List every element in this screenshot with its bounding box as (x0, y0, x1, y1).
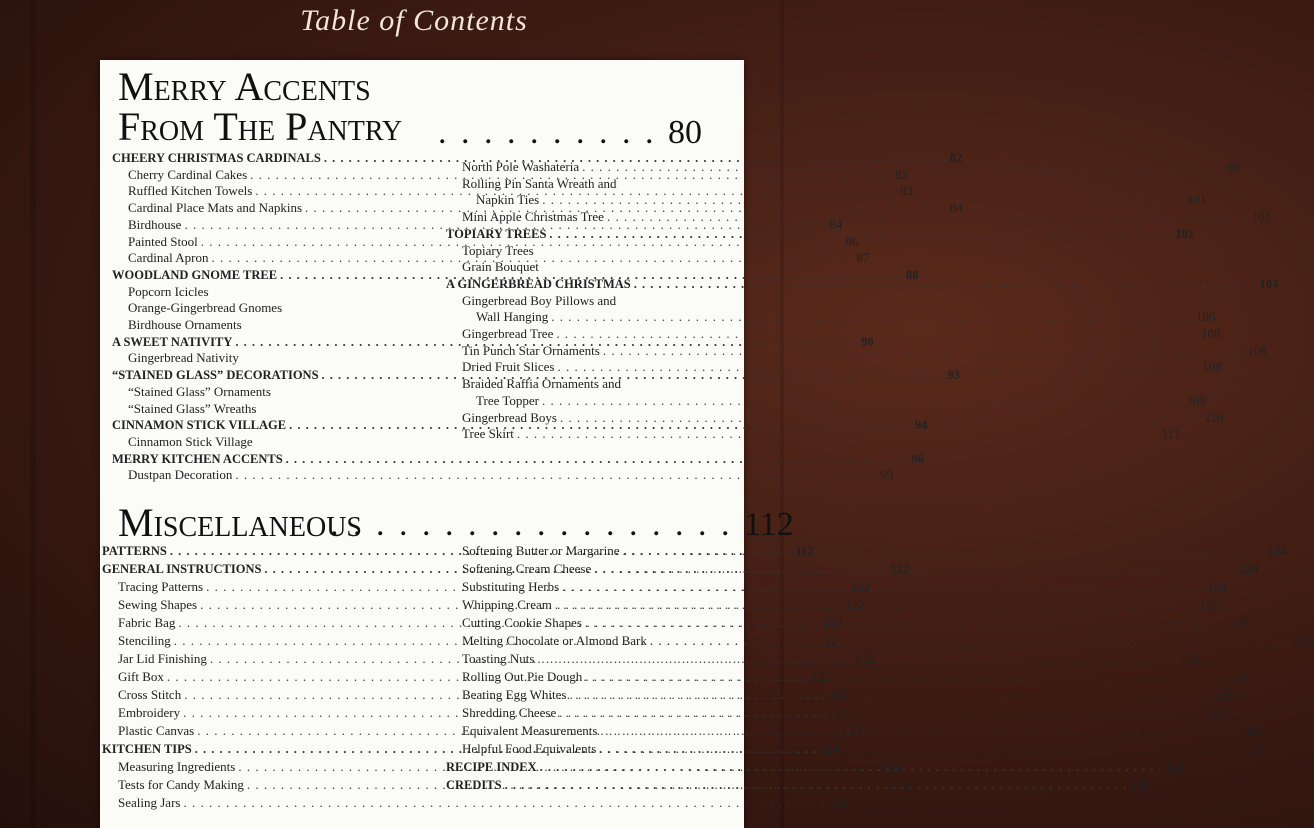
toc-entry-label: Birdhouse Ornaments (128, 317, 242, 333)
toc-entry (112, 467, 894, 484)
toc-entry-page: 106 (1196, 309, 1216, 325)
toc-heading-entry (446, 276, 1279, 293)
toc-entry-page: 108 (1247, 342, 1268, 358)
toc-entry-page: 86 (845, 233, 859, 249)
toc-entry-label: TOPIARY TREES (446, 226, 547, 241)
toc-entry-label: Tracing Patterns (118, 579, 204, 594)
toc-entry-page: 124 (820, 742, 840, 756)
toc-entry-page: 108 (1202, 359, 1222, 375)
toc-entry (112, 300, 386, 317)
toc-entry-page: 101 (1186, 192, 1207, 208)
toc-entry-page: 124 (1239, 561, 1259, 576)
dot-leader (569, 686, 1211, 704)
toc-entry-page: 93 (947, 368, 960, 383)
toc-entry-label: Cardinal Place Mats and Napkins (128, 200, 303, 216)
toc-entry-page: 111 (1161, 426, 1181, 442)
dot-leader (560, 410, 1202, 427)
toc-entry-page: 124 (828, 795, 848, 810)
section2-page: 112 (744, 506, 794, 543)
dot-leader (582, 159, 1224, 176)
dot-leader (599, 740, 1241, 758)
dot-leader (537, 650, 1179, 668)
toc-entry-label: Beating Egg Whites (462, 687, 567, 702)
dot-leader (562, 578, 1204, 596)
toc-entry-page: 122 (890, 562, 910, 576)
toc-entry (112, 317, 386, 334)
toc-entry-label: Softening Butter or Margarine (462, 543, 620, 558)
toc-entry-page: 101 (1251, 209, 1272, 225)
toc-entry-label: KITCHEN TIPS (102, 742, 192, 756)
toc-entry-label: A GINGERBREAD CHRISTMAS (446, 276, 631, 291)
dot-leader (634, 276, 1257, 293)
toc-entry-page: 122 (850, 579, 871, 594)
toc-entry-page: 125 (1294, 633, 1314, 648)
toc-entry-page: 125 (1214, 687, 1234, 702)
toc-entry-page: 96 (911, 451, 925, 466)
toc-entry-label: Gingerbread Nativity (128, 350, 239, 366)
toc-entry-page: 122 (811, 669, 832, 684)
dot-leader (559, 704, 1201, 722)
toc-entry-label: Braided Raffia Ornaments and (462, 376, 621, 392)
toc-entry-page: 87 (856, 250, 870, 266)
toc-entry-page: 83 (900, 183, 914, 199)
toc-entry-label: Sewing Shapes (118, 597, 198, 612)
toc-entry-page: 128 (1130, 778, 1150, 792)
toc-entry-page: 125 (1230, 669, 1250, 684)
toc-entry-label: Stenciling (118, 633, 171, 648)
toc-entry-label: Napkin Ties (476, 192, 540, 208)
wood-grain (30, 0, 36, 828)
toc-entry-page: 88 (905, 267, 919, 282)
toc-entry-label: Measuring Ingredients (118, 759, 236, 774)
toc-entry-page: 124 (891, 777, 912, 792)
section1-page: 80 (668, 114, 702, 151)
toc-entry-label: Mini Apple Christmas Tree (462, 209, 604, 225)
toc-entry-label: Sealing Jars (118, 795, 181, 810)
toc-entry (112, 284, 386, 301)
toc-entry-page: 83 (894, 166, 908, 182)
toc-entry-label: MERRY KITCHEN ACCENTS (112, 451, 283, 466)
toc-entry-page: 108 (1186, 392, 1207, 408)
toc-entry-page: 125 (1199, 597, 1220, 612)
section2-title: Miscellaneous (118, 500, 363, 545)
toc-entry-page: 125 (1203, 705, 1224, 720)
toc-entry-page: 124 (883, 759, 903, 774)
toc-entry-label: Dustpan Decoration (128, 467, 233, 483)
toc-entry-page: 110 (1204, 409, 1224, 425)
toc-entry-page: 122 (854, 651, 875, 666)
toc-entry-label: Substituting Herbs (462, 579, 560, 594)
toc-entry-label: Shredding Cheese (462, 705, 557, 720)
section1-page-line: . . . . . . . . . . 80 (438, 114, 702, 151)
toc-entry (112, 401, 386, 418)
toc-entry-label: Gingerbread Tree (462, 326, 554, 342)
dot-leader (556, 326, 1198, 343)
toc-entry-label: Gingerbread Boys (462, 409, 557, 425)
toc-entry (446, 259, 716, 276)
toc-entry-page: 99 (880, 467, 894, 483)
toc-entry-page: 90 (861, 334, 874, 349)
toc-entry-label: Topiary Trees (462, 242, 534, 258)
toc-entry-label: Birdhouse (128, 216, 182, 232)
section1-title-line1: Merry Accents (118, 64, 371, 109)
toc-entry-page: 126 (1165, 760, 1185, 774)
toc-entry-label: CREDITS (446, 778, 502, 792)
dot-leader (551, 309, 1193, 326)
toc-entry-label: Cinnamon Stick Village (128, 433, 253, 449)
toc-entry-page: 122 (844, 597, 865, 612)
toc-entry-page: 125 (1182, 651, 1202, 666)
toc-entry (446, 309, 1216, 326)
toc-entry-label: Cutting Cookie Shapes (462, 615, 582, 630)
toc-entry-page: 84 (829, 216, 843, 232)
toc-entry-page: 124 (1267, 543, 1287, 558)
toc-entry-label: WOODLAND GNOME TREE (112, 267, 278, 282)
toc-entry-page: 84 (949, 200, 963, 216)
toc-entry-label: Cross Stitch (118, 687, 182, 702)
dot-leader (183, 794, 825, 812)
toc-entry (446, 176, 716, 193)
toc-entry-label: “Stained Glass” Wreaths (128, 400, 257, 416)
toc-entry-label: Gingerbread Boy Pillows and (462, 292, 617, 308)
toc-entry-label: Equivalent Measurements (462, 723, 598, 738)
toc-entry-label: Melting Chocolate or Almond Bark (462, 633, 647, 648)
toc-entry-page: 123 (841, 723, 862, 738)
toc-entry (446, 426, 1181, 443)
toc-entry-label: Gift Box (118, 669, 164, 684)
dot-leader (517, 426, 1159, 443)
toc-entry (112, 384, 386, 401)
toc-entry-label: North Pole Washateria (462, 159, 580, 174)
dot-leader (549, 226, 1172, 243)
toc-entry (446, 376, 716, 393)
toc-entry-page: 99 (1226, 159, 1240, 174)
toc-entry-page: 122 (823, 615, 843, 630)
toc-entry-label: Popcorn Icicles (128, 283, 209, 299)
toc-heading-entry (112, 451, 925, 468)
toc-entry-page: 125 (1245, 723, 1265, 738)
toc-entry-label: Rolling Pin Santa Wreath and (462, 175, 617, 191)
toc-entry-label: Tests for Candy Making (118, 777, 244, 792)
toc-entry-page: 94 (914, 418, 928, 433)
toc-entry-page: 102 (1175, 226, 1195, 241)
toc-entry (446, 392, 1207, 410)
section1-title-line2: From The Pantry (118, 104, 403, 149)
toc-entry (446, 342, 1268, 360)
toc-entry-label: Jar Lid Finishing (118, 651, 207, 666)
toc-entry-label: Rolling Out Pie Dough (462, 669, 583, 684)
toc-entry-label: Tree Topper (476, 392, 540, 408)
toc-entry-label: Toasting Nuts (462, 651, 535, 666)
dot-leader (555, 596, 1197, 614)
dot-leader (557, 359, 1199, 376)
toc-entry-page: 123 (828, 687, 849, 702)
dot-leader (540, 758, 1163, 776)
toc-entry-page: 125 (1229, 615, 1250, 630)
page-header-title: Table of Contents (300, 4, 528, 37)
dot-leader (603, 343, 1245, 360)
toc-entry (112, 350, 386, 367)
dot-leader (286, 451, 909, 468)
toc-entry-label: RECIPE INDEX (446, 760, 537, 774)
contents-page (100, 60, 1314, 828)
section2-page-line: . . . . . . . . . . . . . . . . . . 112 (330, 506, 794, 543)
toc-entry-label: “STAINED GLASS” DECORATIONS (112, 368, 319, 383)
toc-entry-label: Painted Stool (128, 233, 198, 249)
dot-leader (623, 542, 1265, 560)
toc-entry-page: 82 (949, 151, 963, 165)
toc-entry-label: CHEERY CHRISTMAS CARDINALS (112, 151, 321, 165)
toc-entry-page: 108 (1201, 326, 1221, 342)
toc-entry-label: GENERAL INSTRUCTIONS (102, 562, 262, 576)
toc-entry-label: Tree Skirt (462, 426, 514, 442)
dot-leader (585, 614, 1227, 632)
toc-entry-label: A SWEET NATIVITY (112, 334, 233, 349)
toc-entry-label: Dried Fruit Slices (462, 359, 555, 375)
toc-entry-label: Orange-Gingerbread Gnomes (128, 300, 283, 316)
toc-entry-label: Fabric Bag (118, 615, 176, 630)
toc-entry-label: Tin Punch Star Ornaments (462, 342, 600, 358)
toc-entry-page: 122 (818, 633, 838, 648)
toc-entry-page: 104 (1259, 276, 1279, 291)
toc-entry-label: Wall Hanging (476, 309, 549, 325)
toc-entry-label: PATTERNS (102, 544, 167, 558)
toc-entry-label: “Stained Glass” Ornaments (128, 383, 271, 399)
toc-entry-page: 123 (827, 705, 848, 720)
toc-entry-label: Grain Bouquet (462, 259, 539, 275)
dot-leader (600, 722, 1242, 740)
toc-entry-label: Whipping Cream (462, 597, 552, 612)
toc-entry-page: 125 (1244, 741, 1264, 756)
dot-leader (594, 560, 1236, 578)
toc-entry-label: Ruffled Kitchen Towels (128, 183, 253, 199)
toc-entry-label: Plastic Canvas (118, 723, 195, 738)
toc-entry-label: Helpful Food Equivalents (462, 741, 597, 756)
dot-leader (542, 393, 1184, 410)
toc-entry (446, 243, 716, 260)
dot-leader (505, 776, 1128, 794)
dot-leader (235, 467, 877, 484)
toc-entry (112, 434, 386, 451)
toc-entry-label: Embroidery (118, 705, 181, 720)
toc-entry (446, 293, 716, 310)
toc-entry-label: Cardinal Apron (128, 250, 209, 266)
toc-entry (102, 794, 848, 812)
dot-leader (585, 668, 1227, 686)
toc-entry-label: Softening Cream Cheese (462, 561, 592, 576)
dot-leader (542, 192, 1184, 209)
dot-leader (607, 209, 1249, 226)
dot-leader (650, 632, 1292, 650)
toc-entry-label: CINNAMON STICK VILLAGE (112, 418, 287, 433)
toc-entry-page: 112 (795, 544, 814, 558)
toc-entry-label: Cherry Cardinal Cakes (128, 166, 248, 182)
toc-entry-page: 124 (1206, 579, 1227, 594)
